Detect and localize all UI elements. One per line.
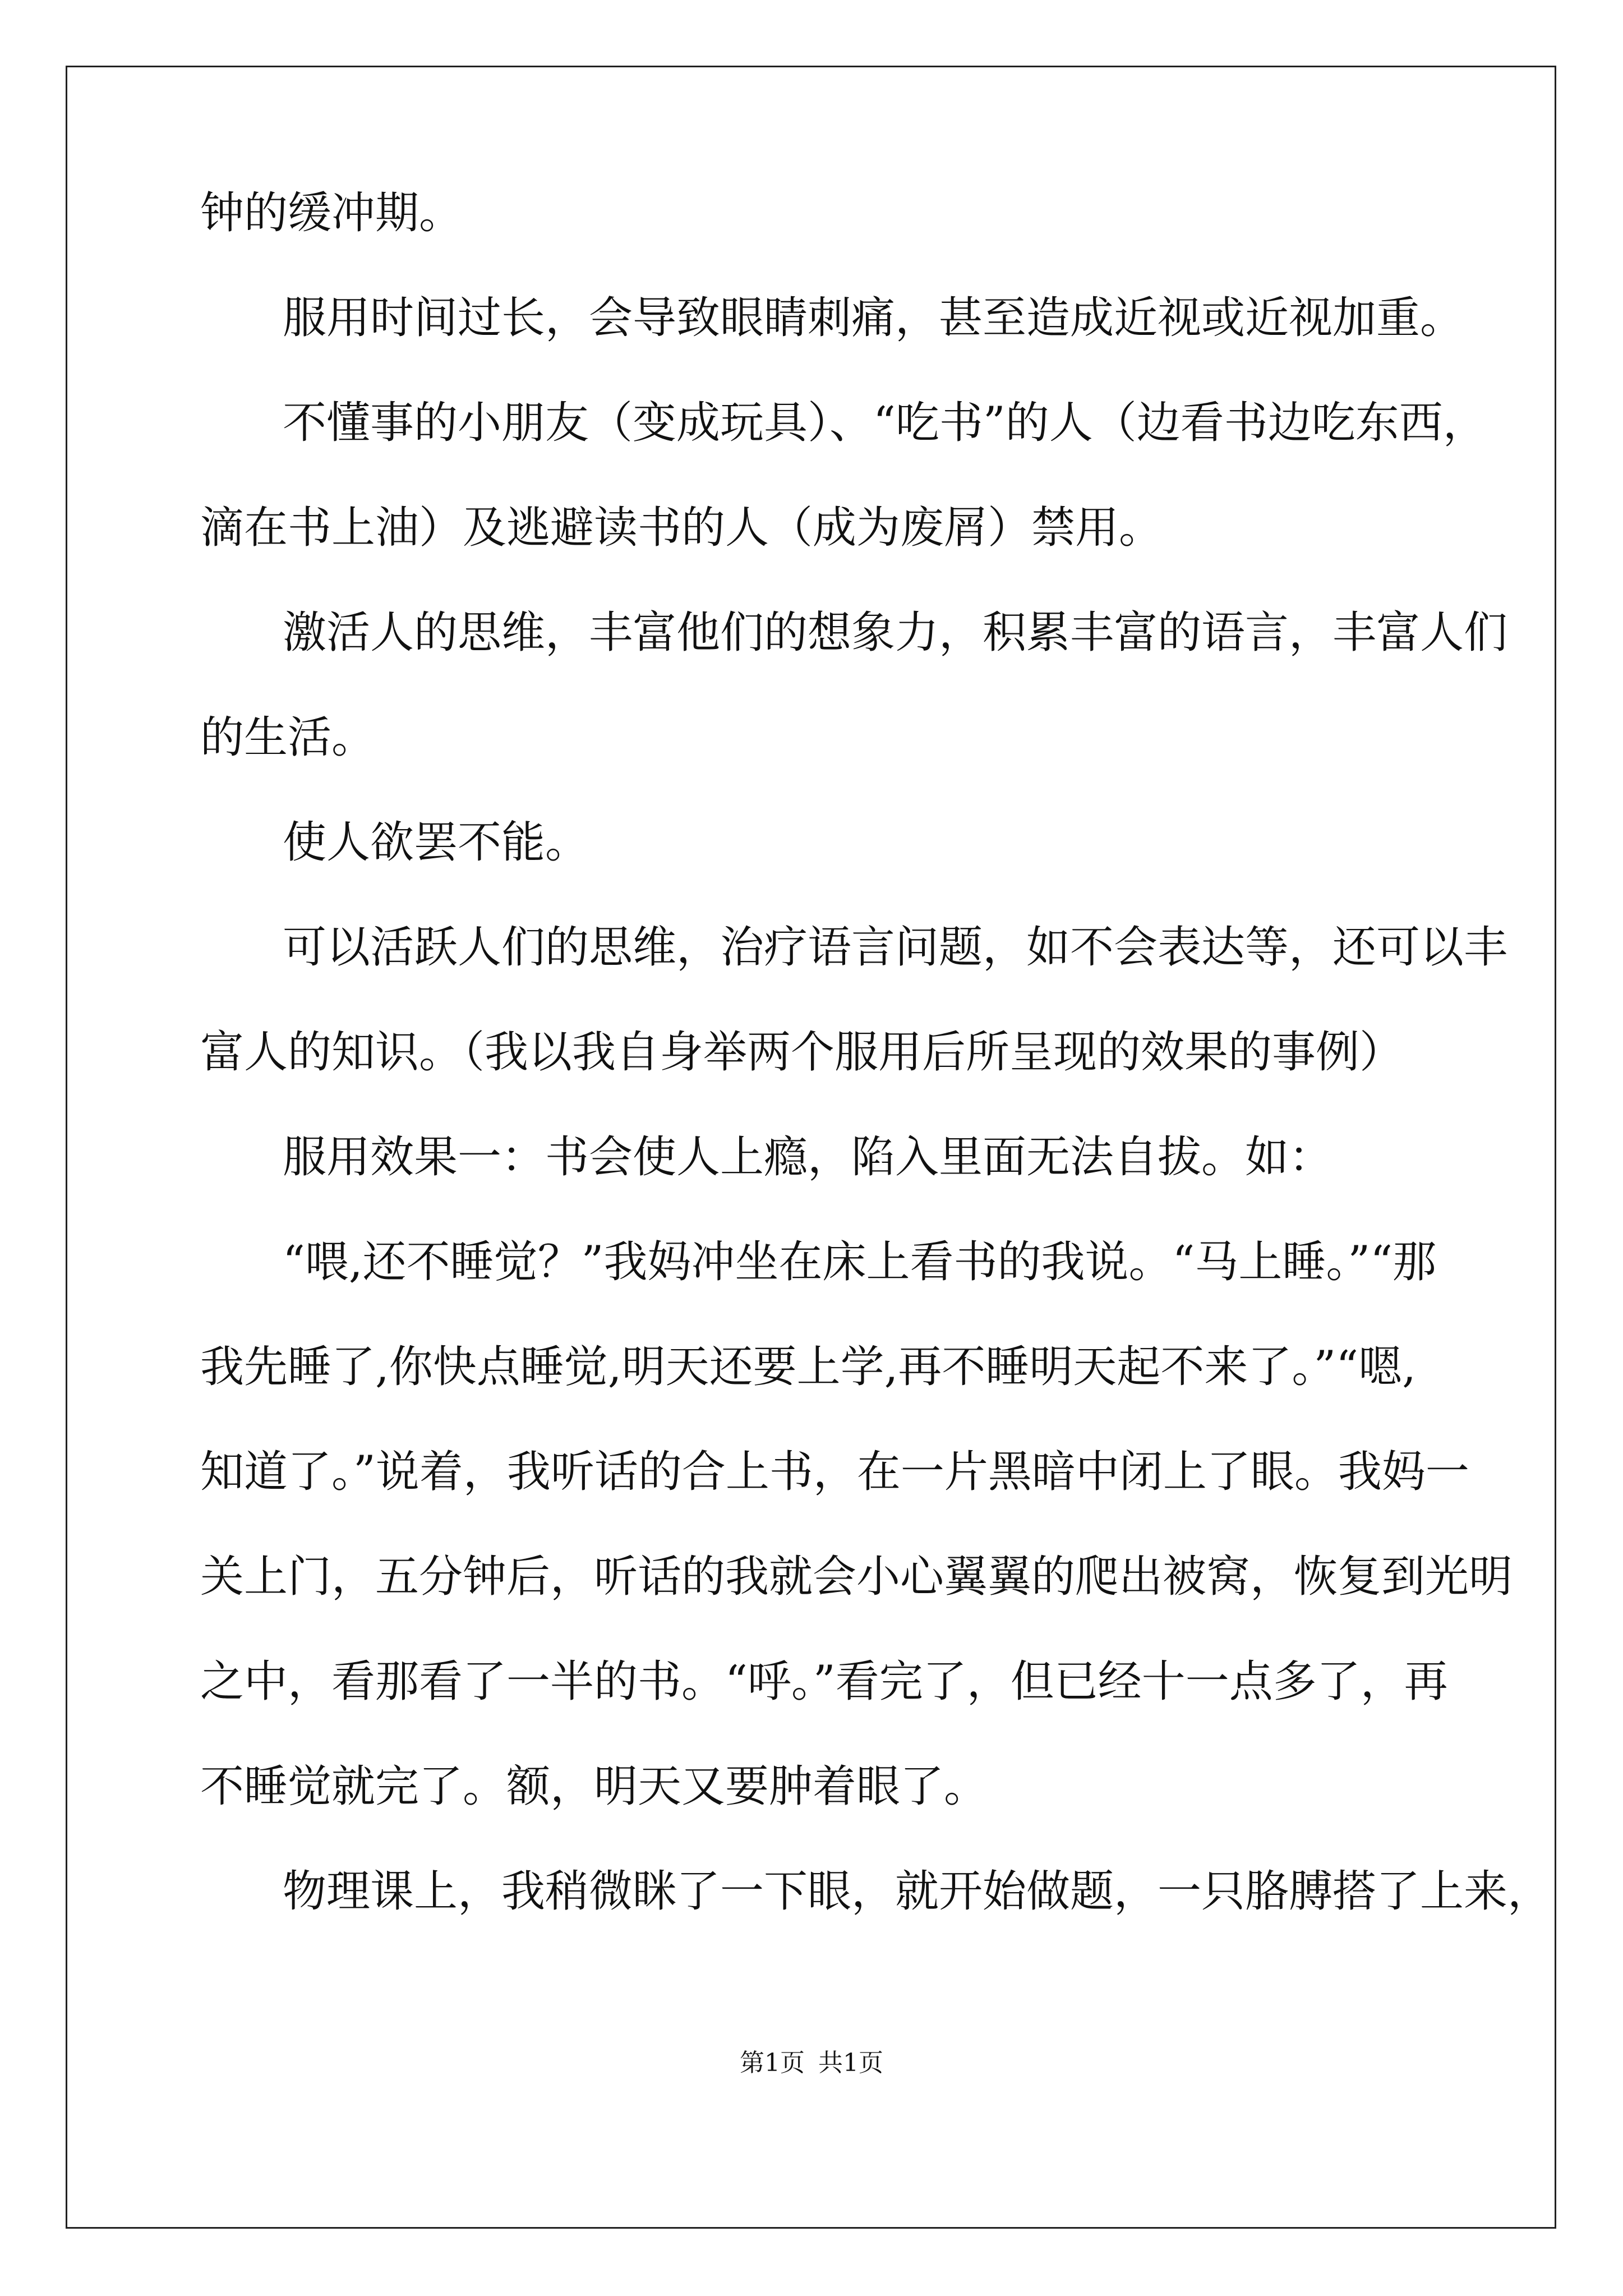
text-line: 不懂事的小朋友（变成玩具）、“吃书”的人（边看书边吃东西， bbox=[283, 398, 1487, 448]
text-line: 的生活。 bbox=[200, 712, 376, 763]
page-footer bbox=[0, 2046, 1623, 2080]
page-total: 共1页 bbox=[818, 2049, 883, 2077]
text-line: 富人的知识。（我以我自身举两个服用后所呈现的效果的事例） bbox=[200, 1027, 1404, 1078]
text-line: 可以活跃人们的思维，治疗语言问题，如不会表达等，还可以丰 bbox=[283, 922, 1508, 973]
page-number: 第1页 bbox=[740, 2049, 805, 2077]
text-line: 知道了。”说着，我听话的合上书，在一片黑暗中闭上了眼。我妈一 bbox=[200, 1447, 1469, 1497]
text-line: 使人欲罢不能。 bbox=[283, 817, 589, 868]
text-line: 我先睡了,你快点睡觉,明天还要上学,再不睡明天起不来了。”“嗯, bbox=[200, 1342, 1416, 1392]
text-line: “喂,还不睡觉？”我妈冲坐在床上看书的我说。“马上睡。”“那 bbox=[283, 1237, 1437, 1287]
text-line: 服用效果一：书会使人上瘾，陷入里面无法自拔。如： bbox=[283, 1132, 1333, 1182]
text-line: 钟的缓冲期。 bbox=[200, 188, 463, 238]
text-line: 激活人的思维，丰富他们的想象力，积累丰富的语言，丰富人们 bbox=[283, 608, 1508, 658]
text-line: 滴在书上油）及逃避读书的人（成为废屑）禁用。 bbox=[200, 503, 1163, 553]
text-line: 关上门，五分钟后，听话的我就会小心翼翼的爬出被窝，恢复到光明 bbox=[200, 1552, 1513, 1602]
text-line: 物理课上，我稍微眯了一下眼，就开始做题，一只胳膊搭了上来， bbox=[283, 1866, 1552, 1917]
text-line: 不睡觉就完了。额，明天又要肿着眼了。 bbox=[200, 1761, 988, 1812]
text-line: 之中，看那看了一半的书。“呼。”看完了，但已经十一点多了，再 bbox=[200, 1657, 1448, 1707]
text-line: 服用时间过长，会导致眼睛刺痛，甚至造成近视或近视加重。 bbox=[283, 293, 1464, 343]
